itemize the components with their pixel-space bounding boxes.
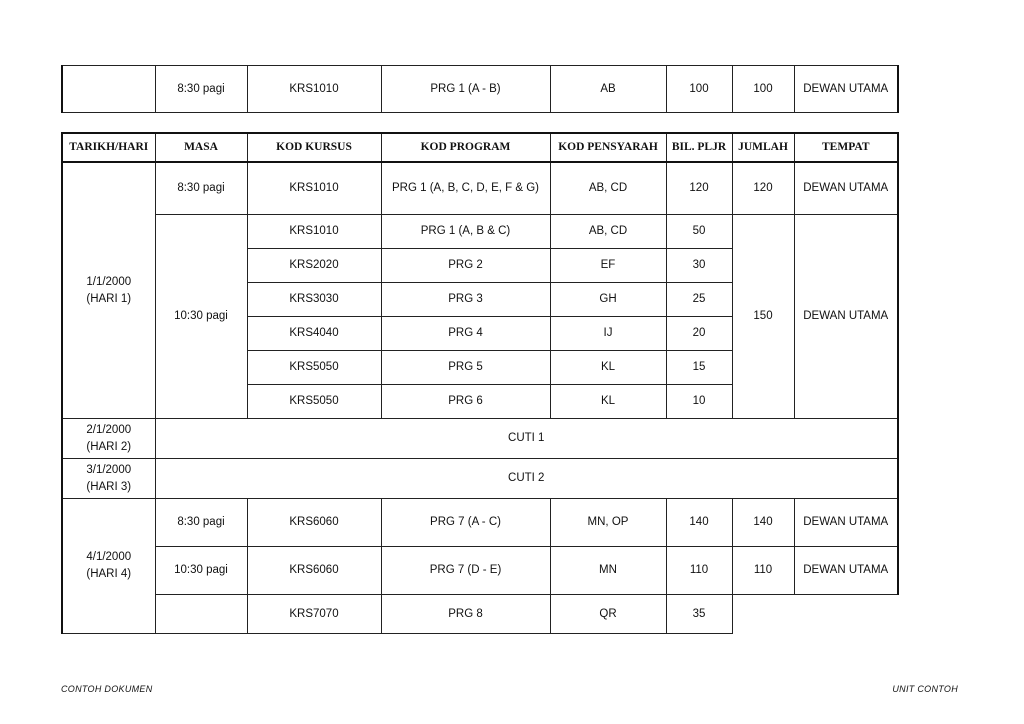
- header-date: TARIKH/HARI: [62, 133, 155, 162]
- time-cell: 8:30 pagi: [155, 66, 247, 113]
- total-cell: 120: [732, 162, 794, 215]
- venue-cell: DEWAN UTAMA: [794, 499, 898, 547]
- program-code-cell: PRG 1 (A - B): [381, 66, 550, 113]
- student-count-cell: 50: [666, 215, 732, 249]
- course-code-cell: KRS6060: [247, 547, 381, 595]
- student-count-cell: 25: [666, 283, 732, 317]
- table-row: [62, 459, 898, 499]
- course-code-cell: KRS1010: [247, 215, 381, 249]
- table-header-row: [62, 133, 898, 162]
- note-cell: CUTI 2: [155, 459, 898, 499]
- venue-cell: DEWAN UTAMA: [794, 547, 898, 595]
- total-cell: 110: [732, 547, 794, 595]
- lecturer-code-cell: QR: [550, 595, 666, 634]
- venue-cell: [794, 595, 898, 634]
- date-cell: [62, 162, 155, 419]
- lecturer-code-cell: IJ: [550, 317, 666, 351]
- date-cell: [62, 66, 155, 113]
- time-cell: 10:30 pagi: [155, 215, 247, 419]
- header-time: MASA: [155, 133, 247, 162]
- date-cell: [62, 499, 155, 634]
- course-code-cell: KRS2020: [247, 249, 381, 283]
- total-cell: 100: [732, 66, 794, 113]
- student-count-cell: 30: [666, 249, 732, 283]
- course-code-cell: KRS7070: [247, 595, 381, 634]
- course-code-cell: KRS1010: [247, 162, 381, 215]
- table-row: [62, 66, 898, 113]
- course-code-cell: KRS3030: [247, 283, 381, 317]
- top-table: [61, 65, 899, 113]
- table-row: [62, 215, 898, 249]
- student-count-cell: 35: [666, 595, 732, 634]
- date-text: 2/1/2000: [86, 423, 132, 436]
- course-code-cell: KRS1010: [247, 66, 381, 113]
- exam-schedule-table: [61, 132, 899, 634]
- venue-cell: DEWAN UTAMA: [794, 162, 898, 215]
- venue-cell: DEWAN UTAMA: [794, 66, 898, 113]
- header-course-code: KOD KURSUS: [247, 133, 381, 162]
- time-cell: 10:30 pagi: [155, 547, 247, 595]
- total-cell: [732, 595, 794, 634]
- course-code-cell: KRS5050: [247, 351, 381, 385]
- date-cell: [62, 459, 155, 499]
- day-text: (HARI 1): [86, 292, 132, 305]
- header-venue: TEMPAT: [794, 133, 898, 162]
- course-code-cell: KRS4040: [247, 317, 381, 351]
- student-count-cell: 110: [666, 547, 732, 595]
- program-code-cell: PRG 7 (A - C): [381, 499, 550, 547]
- total-cell: 150: [732, 215, 794, 419]
- lecturer-code-cell: AB, CD: [550, 215, 666, 249]
- table-row: [62, 162, 898, 215]
- total-cell: 140: [732, 499, 794, 547]
- program-code-cell: PRG 2: [381, 249, 550, 283]
- date-text: 1/1/2000: [86, 275, 132, 288]
- lecturer-code-cell: KL: [550, 385, 666, 419]
- date-text: 3/1/2000: [86, 463, 132, 476]
- footer-right-text: UNIT CONTOH: [892, 684, 958, 694]
- program-code-cell: PRG 1 (A, B, C, D, E, F & G): [381, 162, 550, 215]
- student-count-cell: 20: [666, 317, 732, 351]
- lecturer-code-cell: KL: [550, 351, 666, 385]
- program-code-cell: PRG 5: [381, 351, 550, 385]
- table-row: [62, 419, 898, 459]
- table-row: [62, 595, 898, 634]
- table-row: [62, 547, 898, 595]
- student-count-cell: 120: [666, 162, 732, 215]
- day-text: (HARI 3): [86, 480, 132, 493]
- lecturer-code-cell: AB: [550, 66, 666, 113]
- lecturer-code-cell: MN: [550, 547, 666, 595]
- time-cell: 8:30 pagi: [155, 499, 247, 547]
- program-code-cell: PRG 7 (D - E): [381, 547, 550, 595]
- student-count-cell: 15: [666, 351, 732, 385]
- day-text: (HARI 2): [86, 440, 132, 453]
- student-count-cell: 10: [666, 385, 732, 419]
- table-row: [62, 499, 898, 547]
- lecturer-code-cell: MN, OP: [550, 499, 666, 547]
- header-lecturer-code: KOD PENSYARAH: [550, 133, 666, 162]
- program-code-cell: PRG 4: [381, 317, 550, 351]
- lecturer-code-cell: GH: [550, 283, 666, 317]
- header-program-code: KOD PROGRAM: [381, 133, 550, 162]
- program-code-cell: PRG 6: [381, 385, 550, 419]
- student-count-cell: 100: [666, 66, 732, 113]
- time-cell: [155, 595, 247, 634]
- day-text: (HARI 4): [86, 568, 132, 580]
- program-code-cell: PRG 8: [381, 595, 550, 634]
- venue-cell: DEWAN UTAMA: [794, 215, 898, 419]
- course-code-cell: KRS6060: [247, 499, 381, 547]
- header-total: JUMLAH: [732, 133, 794, 162]
- student-count-cell: 140: [666, 499, 732, 547]
- lecturer-code-cell: AB, CD: [550, 162, 666, 215]
- course-code-cell: KRS5050: [247, 385, 381, 419]
- program-code-cell: PRG 1 (A, B & C): [381, 215, 550, 249]
- time-cell: 8:30 pagi: [155, 162, 247, 215]
- note-cell: CUTI 1: [155, 419, 898, 459]
- date-text: 4/1/2000: [86, 551, 132, 563]
- header-student-count: BIL. PLJR: [666, 133, 732, 162]
- footer-left-text: CONTOH DOKUMEN: [61, 684, 153, 694]
- program-code-cell: PRG 3: [381, 283, 550, 317]
- date-cell: [62, 419, 155, 459]
- lecturer-code-cell: EF: [550, 249, 666, 283]
